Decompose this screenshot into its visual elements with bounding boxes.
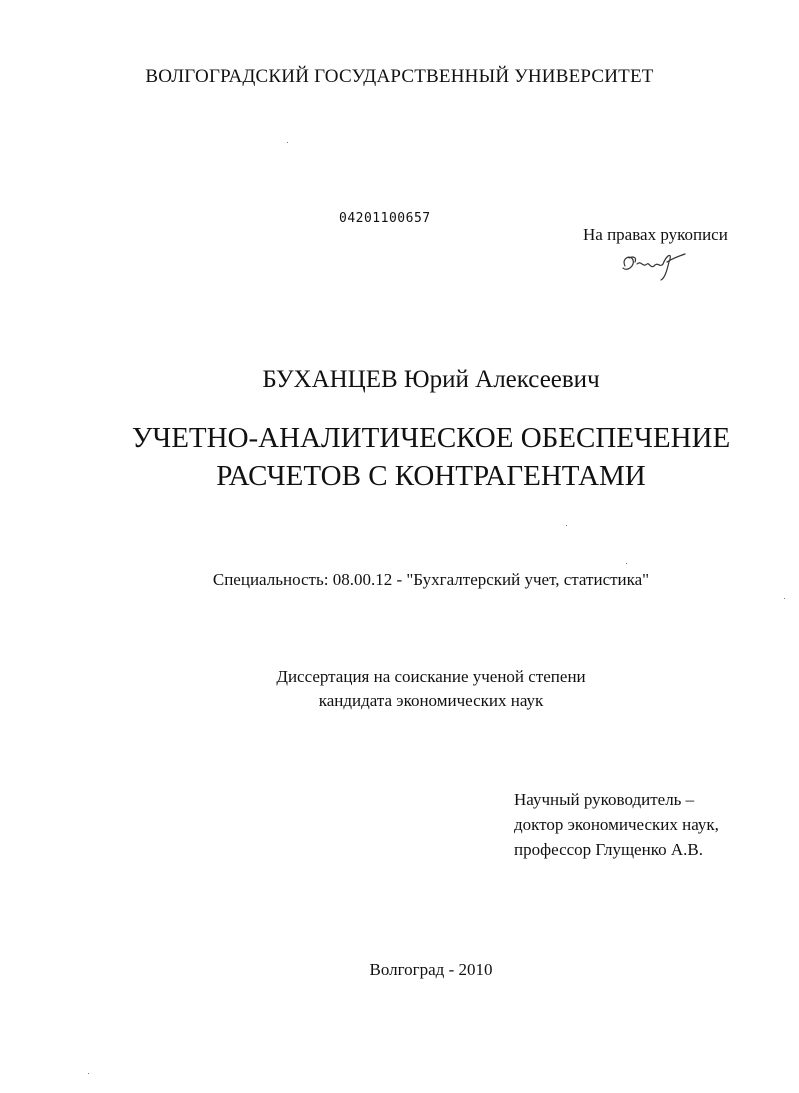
scan-speck <box>88 1073 89 1074</box>
scan-speck <box>287 142 288 143</box>
place-and-year: Волгоград - 2010 <box>369 960 493 979</box>
dissertation-title-line-1: УЧЕТНО-АНАЛИТИЧЕСКОЕ ОБЕСПЕЧЕНИЕ <box>131 422 731 454</box>
scan-speck <box>626 563 627 564</box>
scan-speck <box>784 598 785 599</box>
university-name: ВОЛГОГРАДСКИЙ ГОСУДАРСТВЕННЫЙ УНИВЕРСИТЕТ <box>145 66 654 87</box>
scan-speck <box>566 525 567 526</box>
signature-icon <box>615 248 687 284</box>
author-name: БУХАНЦЕВ Юрий Алексеевич <box>262 366 600 393</box>
degree-line-1: Диссертация на соискание ученой степени <box>276 667 586 686</box>
advisor-line-2: доктор экономических наук, <box>514 815 719 834</box>
advisor-line-1: Научный руководитель – <box>514 790 695 809</box>
specialty-line: Специальность: 08.00.12 - "Бухгалтерский учет, статистика" <box>212 570 650 589</box>
dissertation-title-line-2: РАСЧЕТОВ С КОНТРАГЕНТАМИ <box>216 460 646 492</box>
manuscript-note: На правах рукописи <box>583 225 728 244</box>
inventory-number: 04201100657 <box>339 211 431 226</box>
advisor-line-3: профессор Глущенко А.В. <box>514 840 703 859</box>
degree-line-2: кандидата экономических наук <box>318 691 544 710</box>
